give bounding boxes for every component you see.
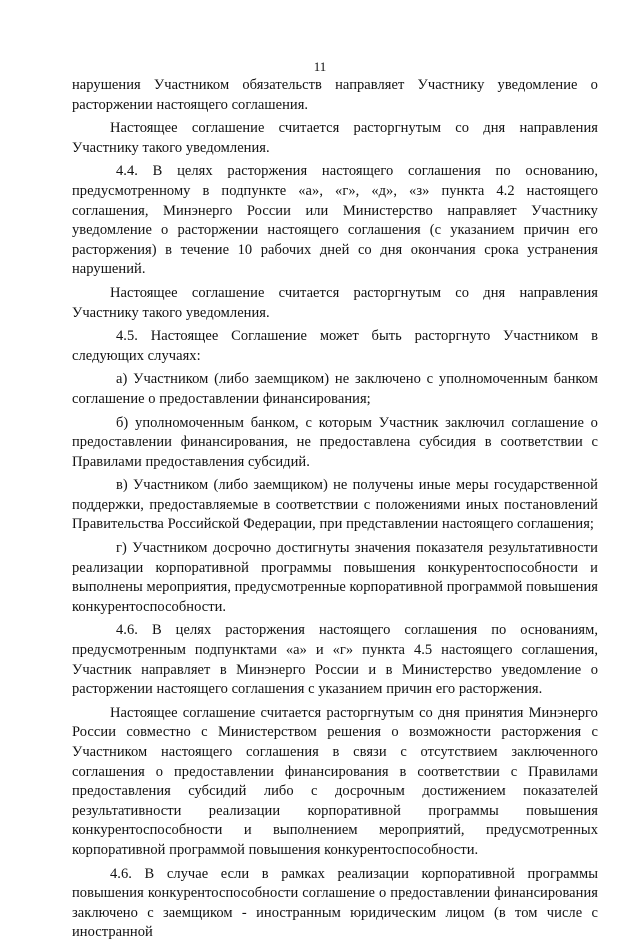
list-item-v: в) Участником (либо заемщиком) не получены иные меры государственной поддержки, предоставляемые в соответствии с положениями иных постановлений Правительства Российской Федерации, при представлении настоящего соглашения; bbox=[72, 477, 598, 533]
paragraph-continuation: нарушения Участником обязательств направляет Участнику уведомление о расторжении настоящего соглашения. bbox=[72, 77, 598, 113]
paragraph-tail-wrapper bbox=[72, 865, 598, 941]
list-item-a: а) Участником (либо заемщиком) не заключено с уполномоченным банком соглашение о предоставлении финансирования; bbox=[72, 371, 598, 407]
paragraph-termination-decision: Настоящее соглашение считается расторгнутым со дня принятия Минэнерго России совместно с Министерством решения о возможности расторжения с Участником настоящего соглашения в связи с отсутствием заключенного соглашения о предоставлении финансирования в соответствии с Правилами предоставления субсидий либо с досрочным достижением показателей результативности реализации корпоративной программы повышения конкурентоспособности и выполнением мероприятий, предусмотренных корпоративной программой повышения конкурентоспособности. bbox=[72, 704, 598, 858]
paragraph-termination-note: Настоящее соглашение считается расторгнутым со дня направления Участнику такого уведомления. bbox=[72, 120, 598, 156]
list-item-g: г) Участником досрочно достигнуты значения показателя результативности реализации корпоративной программы повышения конкурентоспособности и выполнены мероприятия, предусмотренные корпоративной программой повышения конкурентоспособности. bbox=[72, 540, 598, 615]
paragraph-4-6: 4.6. В целях расторжения настоящего соглашения по основаниям, предусмотренным подпунктами «а» и «г» пункта 4.5 настоящего соглашения, Участник направляет в Минэнерго России и в Министерство уведомление о расторжении настоящего соглашения с указанием причин его расторжения. bbox=[72, 622, 598, 698]
paragraph-4-6-foreign-borrower: 4.6. В случае если в рамках реализации корпоративной программы повышения конкурентоспособности соглашение о предоставлении финансирования заключено с заемщиком - иностранным юридическим лицом (в том числе с иностранной bbox=[72, 865, 598, 941]
paragraph-4-4: 4.4. В целях расторжения настоящего соглашения по основанию, предусмотренному в подпункте «а», «г», «д», «з» пункта 4.2 настоящего соглашения, Минэнерго России или Министерство направляет Участнику уведомление о расторжении настоящего соглашения (с указанием причин его расторжения) в течение 10 рабочих дней со дня окончания срока устранения нарушений. bbox=[72, 163, 598, 278]
list-item-b: б) уполномоченным банком, с которым Участник заключил соглашение о предоставлении финансирования, не предоставлена субсидия в соответствии с Правилами предоставления субсидий. bbox=[72, 414, 598, 470]
page-number: 11 bbox=[313, 59, 327, 74]
paragraph-4-5: 4.5. Настоящее Соглашение может быть расторгнуто Участником в следующих случаях: bbox=[72, 328, 598, 364]
document-body bbox=[72, 76, 598, 941]
paragraph-termination-note-2: Настоящее соглашение считается расторгнутым со дня направления Участнику такого уведомления. bbox=[72, 284, 598, 321]
